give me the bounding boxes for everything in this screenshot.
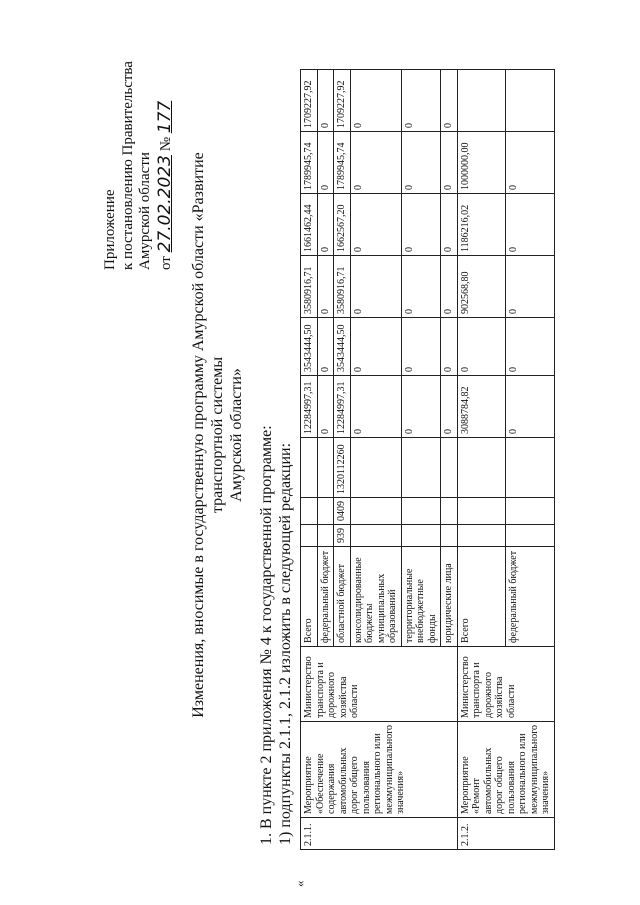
handwritten-date: 27.02.2023 — [155, 155, 176, 253]
intro-line-2: 1) подпункты 2.1.1, 2.1.2 изложить в следующей редакции: — [276, 442, 294, 845]
amount-cell: 3088784,82 — [457, 375, 506, 437]
amount-cell: 1662567,20 — [334, 193, 351, 255]
appendix-region: Амурской области — [137, 152, 154, 270]
amount-cell: 0 — [350, 375, 401, 437]
executor-cell: Министерство транспорта и дорожного хозяйства области — [301, 646, 458, 721]
section-code-cell — [441, 497, 458, 524]
amount-cell: 3543444,50 — [334, 317, 351, 375]
activity-name-cell: Мероприятие «Обеспечение содержания автомобильных дорог общего пользования регионального или межмуниципального значения» — [301, 721, 458, 817]
target-article-cell — [350, 437, 401, 497]
amount-cell: 0 — [401, 375, 441, 437]
appendix-header — [102, 61, 176, 270]
amount-cell: 0 — [317, 375, 334, 437]
funding-source-cell: областной бюджет — [334, 546, 351, 646]
handwritten-number: 177 — [155, 100, 176, 134]
amount-cell — [506, 69, 555, 131]
amount-cell: 0 — [506, 255, 555, 317]
intro-text — [258, 425, 296, 845]
target-article-cell — [301, 437, 318, 497]
amount-cell: 0 — [401, 193, 441, 255]
amount-cell: 0 — [317, 317, 334, 375]
grbs-code-cell — [457, 524, 506, 546]
activity-name-cell: Мероприятие «Ремонт автомобильных дорог общего пользования регионального или межмуниципального значения» — [457, 721, 554, 817]
amount-cell: 0 — [457, 317, 506, 375]
amount-cell: 0 — [350, 255, 401, 317]
section-code-cell — [401, 497, 441, 524]
amount-cell: 1661462,44 — [301, 193, 318, 255]
target-article-cell — [317, 437, 334, 497]
program-table — [300, 69, 555, 850]
row-number-cell: 2.1.2. — [457, 818, 554, 850]
amount-cell: 1709227,92 — [301, 69, 318, 131]
amount-cell: 0 — [350, 69, 401, 131]
grbs-code-cell — [441, 524, 458, 546]
section-code-cell — [457, 497, 506, 524]
amount-cell: 0 — [350, 193, 401, 255]
grbs-code-cell — [401, 524, 441, 546]
target-article-cell — [506, 437, 555, 497]
amount-cell: 0 — [317, 69, 334, 131]
amount-cell: 0 — [506, 193, 555, 255]
amount-cell: 0 — [506, 317, 555, 375]
amount-cell: 0 — [441, 375, 458, 437]
amount-cell: 12284997,31 — [301, 375, 318, 437]
amount-cell: 3543444,50 — [301, 317, 318, 375]
funding-source-cell: юридические лица — [441, 546, 458, 646]
table-row — [301, 69, 318, 849]
amount-cell: 3580916,71 — [301, 255, 318, 317]
grbs-code-cell — [317, 524, 334, 546]
number-label: № — [158, 136, 175, 152]
row-number-cell: 2.1.1. — [301, 818, 458, 850]
amount-cell: 0 — [506, 375, 555, 437]
amount-cell: 1709227,92 — [334, 69, 351, 131]
amount-cell: 1789945,74 — [334, 131, 351, 193]
funding-source-cell: федеральный бюджет — [317, 546, 334, 646]
amount-cell: 0 — [401, 69, 441, 131]
target-article-cell: 1320112260 — [334, 437, 351, 497]
target-article-cell — [457, 437, 506, 497]
executor-cell: Министерство транспорта и дорожного хозяйства области — [457, 646, 554, 721]
amount-cell: 0 — [401, 317, 441, 375]
appendix-date-line — [155, 61, 176, 270]
target-article-cell — [441, 437, 458, 497]
intro-line-1: 1. В пункте 2 приложения № 4 к государственной программе: — [258, 425, 275, 845]
funding-source-cell: консолидированные бюджеты муниципальных образований — [350, 546, 401, 646]
section-code-cell: 0409 — [334, 497, 351, 524]
date-prefix: от — [158, 256, 175, 270]
amount-cell: 0 — [441, 317, 458, 375]
funding-source-cell: федеральный бюджет — [506, 546, 555, 646]
title-line-2: Амурской области» — [227, 368, 245, 502]
amount-cell: 1186216,02 — [457, 193, 506, 255]
amount-cell: 0 — [441, 69, 458, 131]
table-row — [457, 69, 506, 849]
amount-cell: 3580916,71 — [334, 255, 351, 317]
section-code-cell — [350, 497, 401, 524]
section-code-cell — [506, 497, 555, 524]
amount-cell: 0 — [401, 255, 441, 317]
amount-cell — [457, 69, 506, 131]
grbs-code-cell — [506, 524, 555, 546]
amount-cell: 12284997,31 — [334, 375, 351, 437]
amount-cell: 0 — [441, 131, 458, 193]
grbs-code-cell — [350, 524, 401, 546]
amount-cell: 0 — [506, 131, 555, 193]
document-title — [190, 115, 247, 755]
funding-source-cell: Всего — [301, 546, 318, 646]
amount-cell: 0 — [317, 193, 334, 255]
amount-cell: 0 — [350, 131, 401, 193]
amount-cell: 902568,80 — [457, 255, 506, 317]
grbs-code-cell — [301, 524, 318, 546]
funding-source-cell: территориальные внебюджетные фонды — [401, 546, 441, 646]
funding-source-cell: Всего — [457, 546, 506, 646]
target-article-cell — [401, 437, 441, 497]
amount-cell: 1000000,00 — [457, 131, 506, 193]
amount-cell: 0 — [317, 255, 334, 317]
amount-cell: 0 — [441, 255, 458, 317]
amount-cell: 0 — [317, 131, 334, 193]
section-code-cell — [301, 497, 318, 524]
amount-cell: 0 — [350, 317, 401, 375]
section-code-cell — [317, 497, 334, 524]
appendix-decree: к постановлению Правительства — [119, 61, 136, 270]
opening-quote: « — [292, 880, 307, 887]
grbs-code-cell: 939 — [334, 524, 351, 546]
amount-cell: 0 — [441, 193, 458, 255]
amount-cell: 0 — [401, 131, 441, 193]
title-line-1: Изменения, вносимые в государственную программу Амурской области «Развитие транспортной системы — [190, 152, 226, 718]
amount-cell: 1789945,74 — [301, 131, 318, 193]
appendix-label: Приложение — [102, 189, 118, 270]
